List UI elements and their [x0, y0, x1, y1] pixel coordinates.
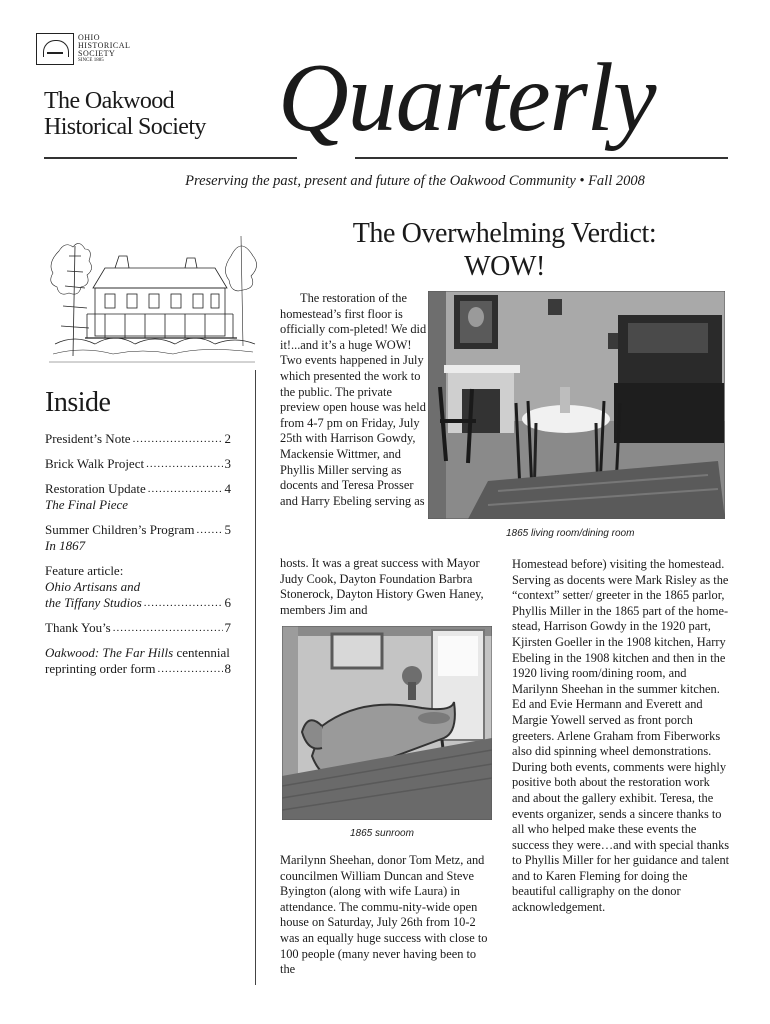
toc-entry-presidents-note[interactable]: [45, 431, 231, 447]
tagline: Preserving the past, present and future of the Oakwood Community • Fall 2008: [185, 173, 645, 189]
seal-line: SOCIETY: [78, 49, 116, 58]
masthead-rule-left: [44, 157, 297, 159]
seal-since: SINCE 1885: [78, 58, 104, 63]
toc-leader: [148, 481, 223, 497]
toc-label: Summer Children’s Program: [45, 522, 195, 537]
toc-label: Feature article:: [45, 563, 124, 578]
homestead-sketch: [45, 226, 260, 366]
toc-page: 6: [224, 595, 231, 610]
toc-entry-feature-article[interactable]: [45, 563, 231, 611]
article-paragraph: Marilynn Sheehan, donor Tom Metz, and councilmen William Duncan and Steve Byington (along with wife Laura) in attendance. The commu-nity-wide open house on Saturday, July 26th from 10-2 was an equally huge success with close to 100 people (many never having been to the: [280, 853, 488, 977]
toc-page: 5: [224, 522, 231, 537]
toc-subtitle: the Tiffany Studios: [45, 595, 142, 610]
headline-line: WOW!: [464, 251, 545, 282]
toc-leader: [197, 522, 223, 538]
toc-entry-summer-program[interactable]: [45, 522, 231, 554]
seal-emblem-icon: [36, 33, 74, 65]
article-headline: [282, 217, 722, 283]
article-column-3: [280, 853, 492, 978]
toc-page: 2: [224, 431, 231, 446]
toc-label: Brick Walk Project: [45, 456, 145, 471]
article-paragraph: The restoration of the homestead’s first floor is officially com-pleted! We did it!...and it’s a huge WOW! Two events happened in July which presented the work to the public. The private preview open house was held from 4-7 pm on Friday, July 25th with Harrison Gowdy, Mackensie Wittmer, and Phyllis Miller serving as docents and Teresa Prosser and Harry Ebeling serving as: [280, 291, 427, 508]
photo-caption: 1865 sunroom: [350, 828, 414, 839]
toc-label: centennial: [173, 645, 230, 660]
table-of-contents: [45, 431, 231, 686]
toc-leader: [144, 595, 223, 611]
ohio-historical-society-seal: [36, 33, 136, 69]
society-name: [44, 88, 206, 140]
headline-line: The Overwhelming Verdict:: [352, 218, 657, 249]
toc-subtitle: Ohio Artisans and: [45, 579, 141, 594]
toc-subtitle: The Final Piece: [45, 497, 129, 512]
article-column-4: [512, 557, 730, 916]
toc-label: Thank You’s: [45, 620, 111, 635]
toc-leader: [113, 620, 223, 636]
inside-title: Inside: [45, 387, 111, 418]
toc-leader: [146, 456, 222, 472]
toc-entry-restoration-update[interactable]: [45, 481, 231, 513]
seal-text: [78, 34, 130, 58]
toc-label: President’s Note: [45, 431, 131, 446]
seal-line: OHIO: [78, 33, 100, 42]
photo-living-dining-room: [428, 291, 725, 519]
article-paragraph: hosts. It was a great success with Mayor Judy Cook, Dayton Foundation Barbra Stonerock, Dayton History Gwen Haney, members Jim and: [280, 556, 484, 617]
toc-entry-reprint-order[interactable]: [45, 645, 231, 677]
toc-leader: [133, 431, 223, 447]
masthead-rule-right: [355, 157, 728, 159]
society-name-line: The Oakwood: [44, 88, 175, 114]
toc-page: 4: [224, 481, 231, 496]
photo-caption: 1865 living room/dining room: [506, 528, 635, 539]
toc-label: Restoration Update: [45, 481, 146, 496]
toc-subtitle: In 1867: [45, 538, 86, 553]
toc-entry-brick-walk[interactable]: [45, 456, 231, 472]
article-column-1: [280, 291, 428, 509]
toc-page: 8: [224, 661, 231, 676]
photo-sunroom: [282, 626, 492, 820]
toc-page: 7: [224, 620, 231, 635]
seal-line: HISTORICAL: [78, 41, 131, 50]
toc-entry-thank-yous[interactable]: [45, 620, 231, 636]
column-divider: [255, 370, 256, 985]
toc-label-italic: Oakwood: The Far Hills: [45, 645, 174, 660]
newsletter-title: Quarterly: [278, 44, 656, 152]
toc-label: reprinting order form: [45, 661, 156, 676]
article-paragraph: Homestead before) visiting the homestead. Serving as docents were Mark Risley as the “context” setter/ greeter in the 1865 parlor, Phyllis Miller in the 1865 part of the home-stead, Harrison Gowdy in the 1920 part, Kjirsten Goeller in the 1908 kitchen, Harry Ebeling in the 1908 kitchen and then in the 1920 living room/dining room, and Marilynn Sheehan in the summer kitchen. Ed and Evie Hermann and Everett and Margie Yowell served as front porch greeters. Arlene Graham from Fiberworks also did spinning wheel demonstrations. During both events, comments were highly positive both about the restoration work and about the gallery exhibit. Teresa, the events organizer, sends a sincere thanks to all who helped make these events the success they were…and with special thanks to Phyllis Miller for her guidance and talent and to Karen Fleming for doing the beautiful calligraphy on the donor acknowledgement.: [512, 557, 730, 915]
toc-leader: [157, 661, 222, 677]
article-column-2: [280, 556, 492, 618]
society-name-line: Historical Society: [44, 114, 206, 140]
toc-page: 3: [224, 456, 231, 471]
